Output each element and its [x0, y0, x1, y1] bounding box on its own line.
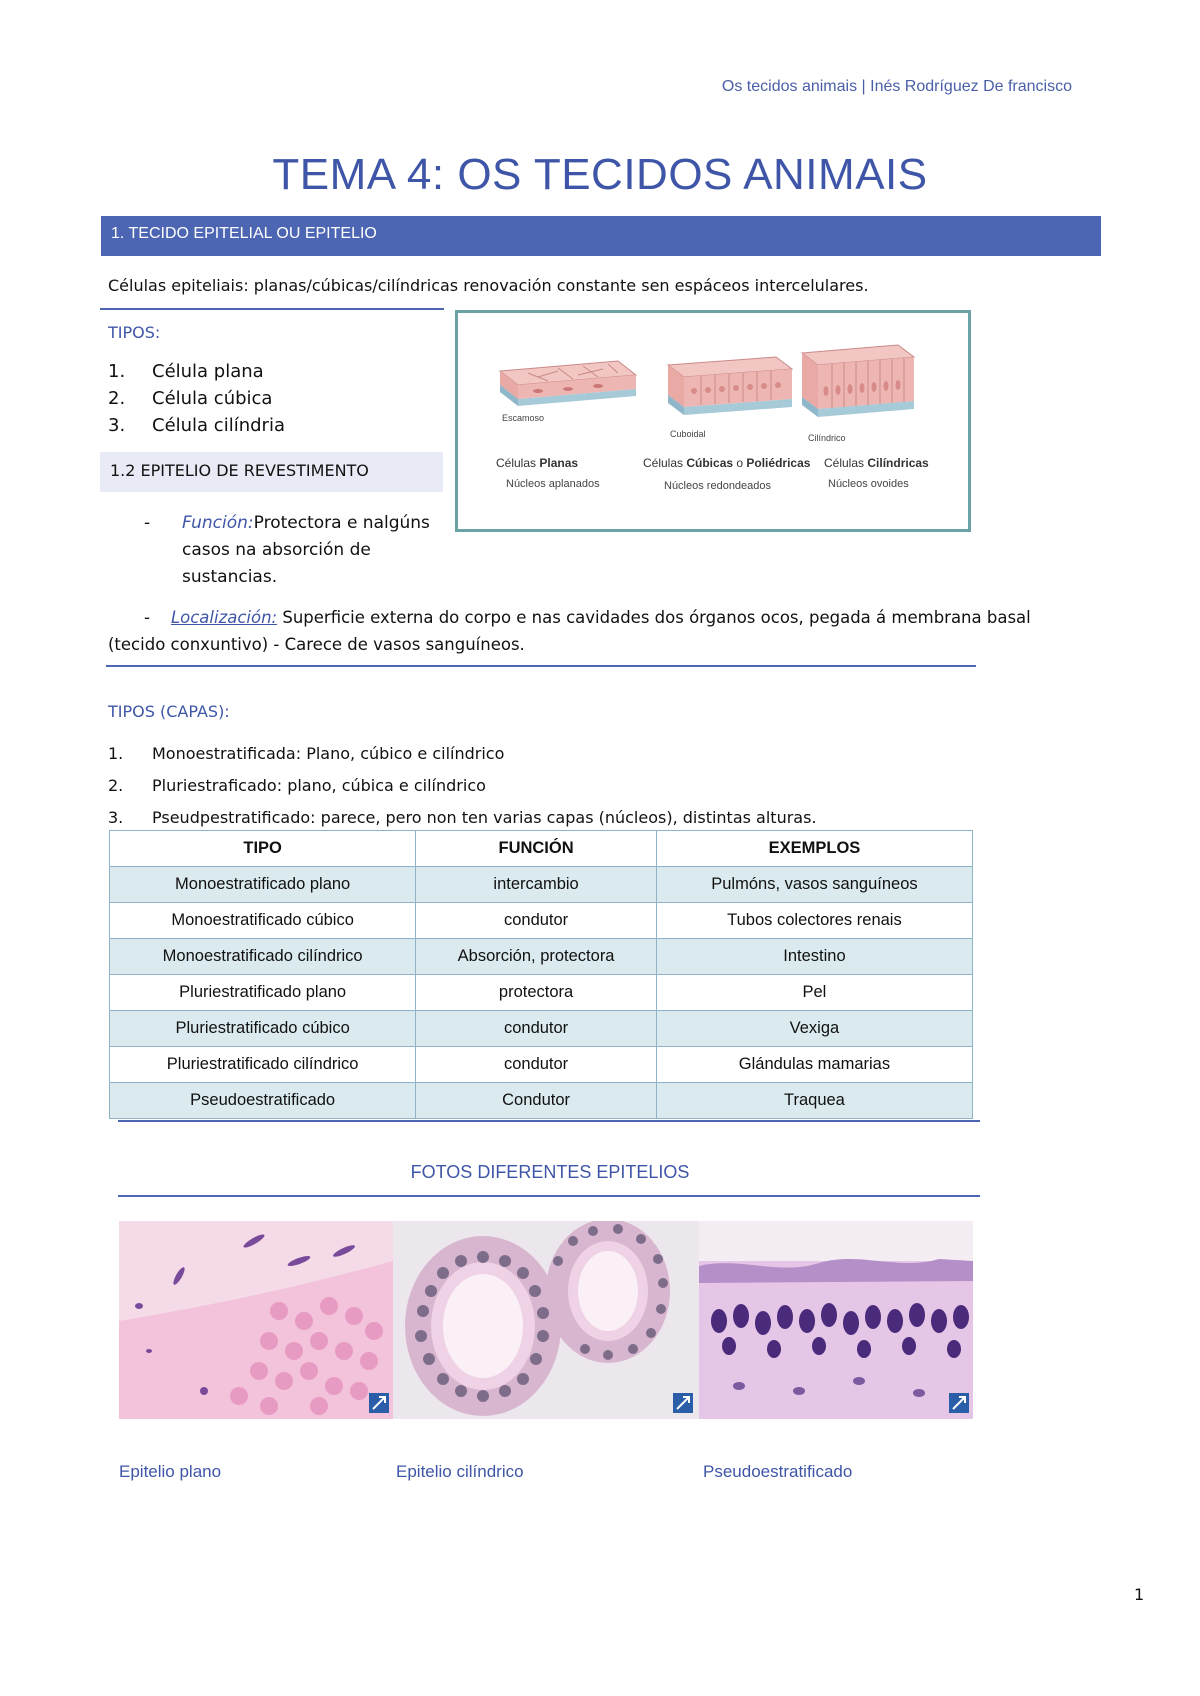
table-cell: Monoestratificado cilíndrico: [110, 939, 416, 975]
table-cell: Condutor: [416, 1083, 657, 1119]
funcion-label: Función:: [182, 513, 254, 533]
table-cell: intercambio: [416, 867, 657, 903]
photo-caption: Epitelio cilíndrico: [396, 1462, 524, 1481]
intro-text: Células epiteliais: planas/cúbicas/cilíndricas renovación constante sen espáceos intercelulares.: [108, 276, 869, 295]
figure-tag-columnar: Cilíndrico: [808, 433, 846, 443]
figure-label-squamous: Células Planas: [496, 456, 579, 470]
figure-nuclei-columnar: Núcleos ovoides: [828, 478, 909, 490]
table-cell: Pluriestratificado plano: [110, 975, 416, 1011]
list-item: 2. Célula cúbica: [108, 388, 273, 409]
table-cell: Traquea: [656, 1083, 972, 1119]
epithelium-types-table: [109, 830, 973, 1119]
list-item: 1. Monoestratificada: Plano, cúbico e cilíndrico: [108, 744, 505, 763]
table-row: [110, 939, 973, 975]
section-heading: 1. TECIDO EPITELIAL OU EPITELIO: [101, 216, 1101, 256]
localizacion-item: - Localización: Superficie externa do corpo e nas cavidades dos órganos ocos, pegada á membrana basal (tecido conxuntivo) - Carece de vasos sanguíneos.: [108, 608, 1031, 654]
table-cell: Pel: [656, 975, 972, 1011]
table-header: EXEMPLOS: [656, 831, 972, 867]
table-cell: condutor: [416, 1011, 657, 1047]
table-row: [110, 1083, 973, 1119]
table-cell: Intestino: [656, 939, 972, 975]
table-row: [110, 903, 973, 939]
epithelial-cells-illustration: [458, 313, 968, 529]
squamous-epithelium-drawing: [500, 361, 636, 406]
localizacion-label: Localización:: [170, 608, 278, 627]
divider: [118, 1120, 980, 1122]
photo-simple-squamous: [119, 1221, 393, 1419]
table-cell: Pseudoestratificado: [110, 1083, 416, 1119]
table-cell: Monoestratificado cúbico: [110, 903, 416, 939]
funcion-text: Protectora e nalgúns casos na absorción de sustancias.: [182, 513, 430, 587]
columnar-epithelium-drawing: [802, 345, 914, 417]
table-cell: Vexiga: [656, 1011, 972, 1047]
subsection-heading: 1.2 EPITELIO DE REVESTIMENTO: [100, 452, 443, 492]
table-cell: Monoestratificado plano: [110, 867, 416, 903]
running-header: Os tecidos animais | Inés Rodríguez De francisco: [721, 78, 1072, 95]
table-cell: Absorción, protectora: [416, 939, 657, 975]
photos-heading: FOTOS DIFERENTES EPITELIOS: [410, 1162, 690, 1182]
layers-list: [108, 738, 817, 834]
divider: [118, 1195, 980, 1197]
list-item: 1. Célula plana: [108, 361, 264, 382]
tipos-capas-label: TIPOS (CAPAS):: [108, 702, 230, 721]
figure-tag-squamous: Escamoso: [502, 413, 545, 423]
photo-caption: Epitelio plano: [119, 1462, 222, 1481]
table-cell: Pluriestratificado cúbico: [110, 1011, 416, 1047]
funcion-item: - Función:Protectora e nalgúns casos na absorción de sustancias.: [144, 513, 430, 587]
table-header: TIPO: [110, 831, 416, 867]
table-row: [110, 1047, 973, 1083]
cell-types-list: [108, 358, 285, 439]
table-cell: Tubos colectores renais: [656, 903, 972, 939]
cuboidal-epithelium-drawing: [668, 357, 792, 415]
table-cell: Pulmóns, vasos sanguíneos: [656, 867, 972, 903]
list-item: 3. Célula cilíndria: [108, 415, 285, 436]
figure-nuclei-squamous: Núcleos aplanados: [506, 478, 600, 490]
list-item: 3. Pseudpestratificado: parece, pero non ten varias capas (núcleos), distintas alturas.: [108, 808, 817, 827]
table-cell: condutor: [416, 1047, 657, 1083]
figure-tag-cuboidal: Cuboidal: [670, 429, 706, 439]
table-row: [110, 975, 973, 1011]
figure-label-columnar: Células Cilíndricas: [824, 456, 929, 470]
page-title: TEMA 4: OS TECIDOS ANIMAIS: [272, 150, 928, 199]
divider: [100, 308, 444, 310]
table-row: [110, 1011, 973, 1047]
figure-label-cuboidal: Células Cúbicas o Poliédricas: [643, 456, 811, 470]
table-row: [110, 867, 973, 903]
histology-image: [393, 1221, 699, 1419]
divider: [106, 665, 976, 667]
page-number: 1: [1134, 1585, 1145, 1604]
tipos-label: TIPOS:: [108, 323, 161, 342]
histology-image: [699, 1221, 973, 1419]
photo-columnar: [393, 1221, 699, 1419]
epithelial-cells-figure: [455, 310, 971, 532]
photo-pseudostratified: [699, 1221, 973, 1419]
table-cell: Pluriestratificado cilíndrico: [110, 1047, 416, 1083]
localizacion-text: Superficie externa do corpo e nas cavidades dos órganos ocos, pegada á membrana basal (tecido conxuntivo) - Carece de vasos sanguíneos.: [108, 608, 1031, 654]
histology-image: [119, 1221, 393, 1419]
table-cell: Glándulas mamarias: [656, 1047, 972, 1083]
table-header-row: [110, 831, 973, 867]
photo-caption: Pseudoestratificado: [703, 1462, 853, 1481]
table-cell: protectora: [416, 975, 657, 1011]
table-cell: condutor: [416, 903, 657, 939]
list-item: 2. Pluriestraficado: plano, cúbica e cilíndrico: [108, 776, 486, 795]
table-header: FUNCIÓN: [416, 831, 657, 867]
figure-nuclei-cuboidal: Núcleos redondeados: [664, 480, 772, 492]
